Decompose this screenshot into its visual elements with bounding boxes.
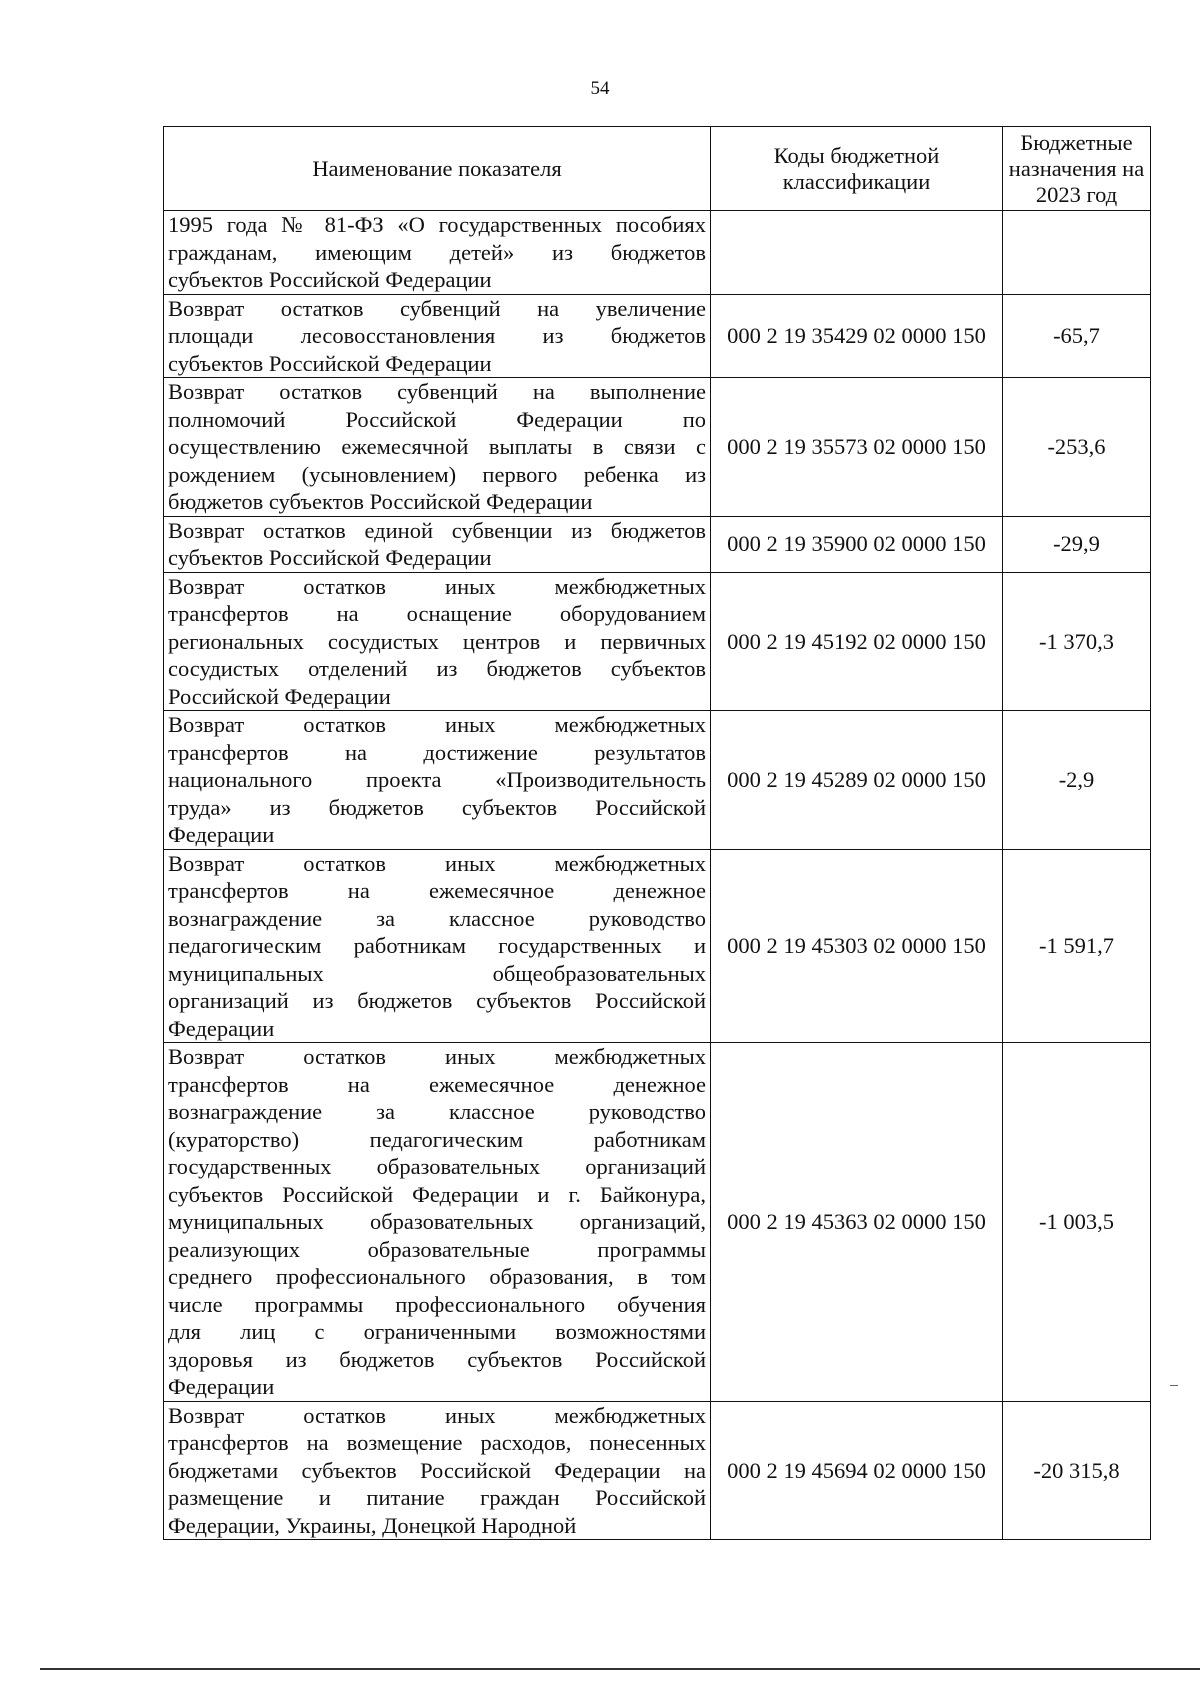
budget-code-cell: 000 2 19 45694 02 0000 150 (711, 1401, 1003, 1540)
budget-code-cell: 000 2 19 45192 02 0000 150 (711, 572, 1003, 711)
budget-code-cell: 000 2 19 35429 02 0000 150 (711, 294, 1003, 378)
indicator-name-line: региональных сосудистых центров и первичных (168, 628, 706, 654)
indicator-name-line: педагогическим работникам государственных и (168, 933, 706, 958)
indicator-name-line: бюджетами субъектов Российской Федерации на (168, 1457, 706, 1483)
budget-code-cell: 000 2 19 45363 02 0000 150 (711, 1043, 1003, 1402)
budget-amount-cell: -253,6 (1003, 378, 1151, 517)
indicator-name-line: трансфертов на возмещение расходов, понесенных (168, 1430, 706, 1455)
budget-amount-cell: -20 315,8 (1003, 1401, 1151, 1540)
indicator-name-line: площади лесовосстановления из бюджетов (168, 323, 706, 348)
indicator-name-cell (164, 572, 711, 711)
header-row (164, 127, 1151, 211)
indicator-name-line: 1995 года № 81-ФЗ «О государственных пособиях (168, 212, 706, 237)
budget-code-cell: 000 2 19 45303 02 0000 150 (711, 849, 1003, 1043)
table-header (164, 127, 1151, 211)
indicator-name-line: размещение и питание граждан Российской (168, 1485, 706, 1510)
indicator-name-line: Возврат остатков единой субвенции из бюджетов (168, 517, 706, 543)
indicator-name-line: субъектов Российской Федерации (168, 267, 492, 292)
table-row (164, 849, 1151, 1043)
indicator-name-line: осуществлению ежемесячной выплаты в связи с (168, 434, 706, 459)
indicator-name-line: Федерации, Украины, Донецкой Народной (168, 1512, 577, 1538)
indicator-name-line: субъектов Российской Федерации (168, 545, 492, 570)
indicator-name-cell (164, 1401, 711, 1540)
indicator-name-line: для лиц с ограниченными возможностями (168, 1319, 706, 1344)
indicator-name-line: трансфертов на ежемесячное денежное (168, 1071, 706, 1097)
indicator-name-line: Российской Федерации (168, 683, 391, 709)
header-budget-amount-2023: Бюджетные назначения на 2023 год (1003, 127, 1151, 211)
header-indicator-name: Наименование показателя (164, 127, 711, 211)
indicator-name-line: Возврат остатков иных межбюджетных (168, 573, 706, 599)
indicator-name-line: субъектов Российской Федерации и г. Байконура, (168, 1181, 706, 1207)
indicator-name-cell (164, 294, 711, 378)
indicator-name-line: здоровья из бюджетов субъектов Российской (168, 1346, 706, 1372)
indicator-name-line: бюджетов субъектов Российской Федерации (168, 489, 593, 514)
table-row (164, 516, 1151, 572)
indicator-name-line: организаций из бюджетов субъектов Российской (168, 988, 706, 1013)
table-row (164, 1401, 1151, 1540)
budget-amount-cell: -1 003,5 (1003, 1043, 1151, 1402)
indicator-name-line: субъектов Российской Федерации (168, 350, 492, 376)
budget-amount-cell: -1 370,3 (1003, 572, 1151, 711)
budget-amount-cell (1003, 211, 1151, 295)
table-body (164, 211, 1151, 1540)
indicator-name-line: полномочий Российской Федерации по (168, 406, 706, 432)
indicator-name-line: муниципальных образовательных организаций, (168, 1209, 706, 1234)
indicator-name-line: Возврат остатков иных межбюджетных (168, 1402, 706, 1428)
indicator-name-line: Федерации (168, 1374, 275, 1399)
budget-code-cell: 000 2 19 35573 02 0000 150 (711, 378, 1003, 517)
indicator-name-line: сосудистых отделений из бюджетов субъектов (168, 656, 706, 681)
budget-amount-cell: -65,7 (1003, 294, 1151, 378)
indicator-name-line: гражданам, имеющим детей» из бюджетов (168, 239, 706, 265)
table-row (164, 294, 1151, 378)
table-row (164, 378, 1151, 517)
bottom-rule (40, 1668, 1200, 1670)
budget-amount-cell: -2,9 (1003, 711, 1151, 850)
indicator-name-line: муниципальных общеобразовательных (168, 960, 706, 986)
table-row (164, 572, 1151, 711)
indicator-name-line: Возврат остатков субвенций на выполнение (168, 379, 706, 404)
indicator-name-line: трансфертов на ежемесячное денежное (168, 878, 706, 903)
indicator-name-cell (164, 849, 711, 1043)
indicator-name-line: рождением (усыновлением) первого ребенка из (168, 461, 706, 487)
table-row (164, 711, 1151, 850)
indicator-name-cell (164, 378, 711, 517)
indicator-name-line: трансфертов на оснащение оборудованием (168, 601, 706, 626)
budget-code-cell: 000 2 19 45289 02 0000 150 (711, 711, 1003, 850)
indicator-name-line: среднего профессионального образования, в том (168, 1264, 706, 1289)
indicator-name-line: вознаграждение за классное руководство (168, 1099, 706, 1124)
indicator-name-cell (164, 516, 711, 572)
indicator-name-line: национального проекта «Производительность (168, 767, 706, 792)
page-number: 54 (590, 78, 610, 99)
budget-amount-cell: -29,9 (1003, 516, 1151, 572)
indicator-name-line: государственных образовательных организаций (168, 1154, 706, 1179)
budget-code-cell (711, 211, 1003, 295)
indicator-name-line: (кураторство) педагогическим работникам (168, 1126, 706, 1152)
indicator-name-line: Возврат остатков иных межбюджетных (168, 1044, 706, 1069)
indicator-name-line: реализующих образовательные программы (168, 1236, 706, 1262)
budget-table (163, 126, 1151, 1540)
header-budget-codes: Коды бюджетной классификации (711, 127, 1003, 211)
budget-amount-cell: -1 591,7 (1003, 849, 1151, 1043)
indicator-name-cell (164, 211, 711, 295)
indicator-name-line: трансфертов на достижение результатов (168, 739, 706, 765)
table-row (164, 1043, 1151, 1402)
indicator-name-cell (164, 1043, 711, 1402)
indicator-name-line: числе программы профессионального обучения (168, 1291, 706, 1317)
indicator-name-line: Федерации (168, 822, 275, 847)
table-row (164, 211, 1151, 295)
indicator-name-line: Возврат остатков иных межбюджетных (168, 712, 706, 737)
indicator-name-line: труда» из бюджетов субъектов Российской (168, 794, 706, 820)
scan-margin-mark (1170, 1385, 1178, 1386)
indicator-name-line: Федерации (168, 1015, 275, 1041)
indicator-name-cell (164, 711, 711, 850)
indicator-name-line: Возврат остатков субвенций на увеличение (168, 295, 706, 321)
budget-code-cell: 000 2 19 35900 02 0000 150 (711, 516, 1003, 572)
indicator-name-line: вознаграждение за классное руководство (168, 905, 706, 931)
indicator-name-line: Возврат остатков иных межбюджетных (168, 850, 706, 876)
